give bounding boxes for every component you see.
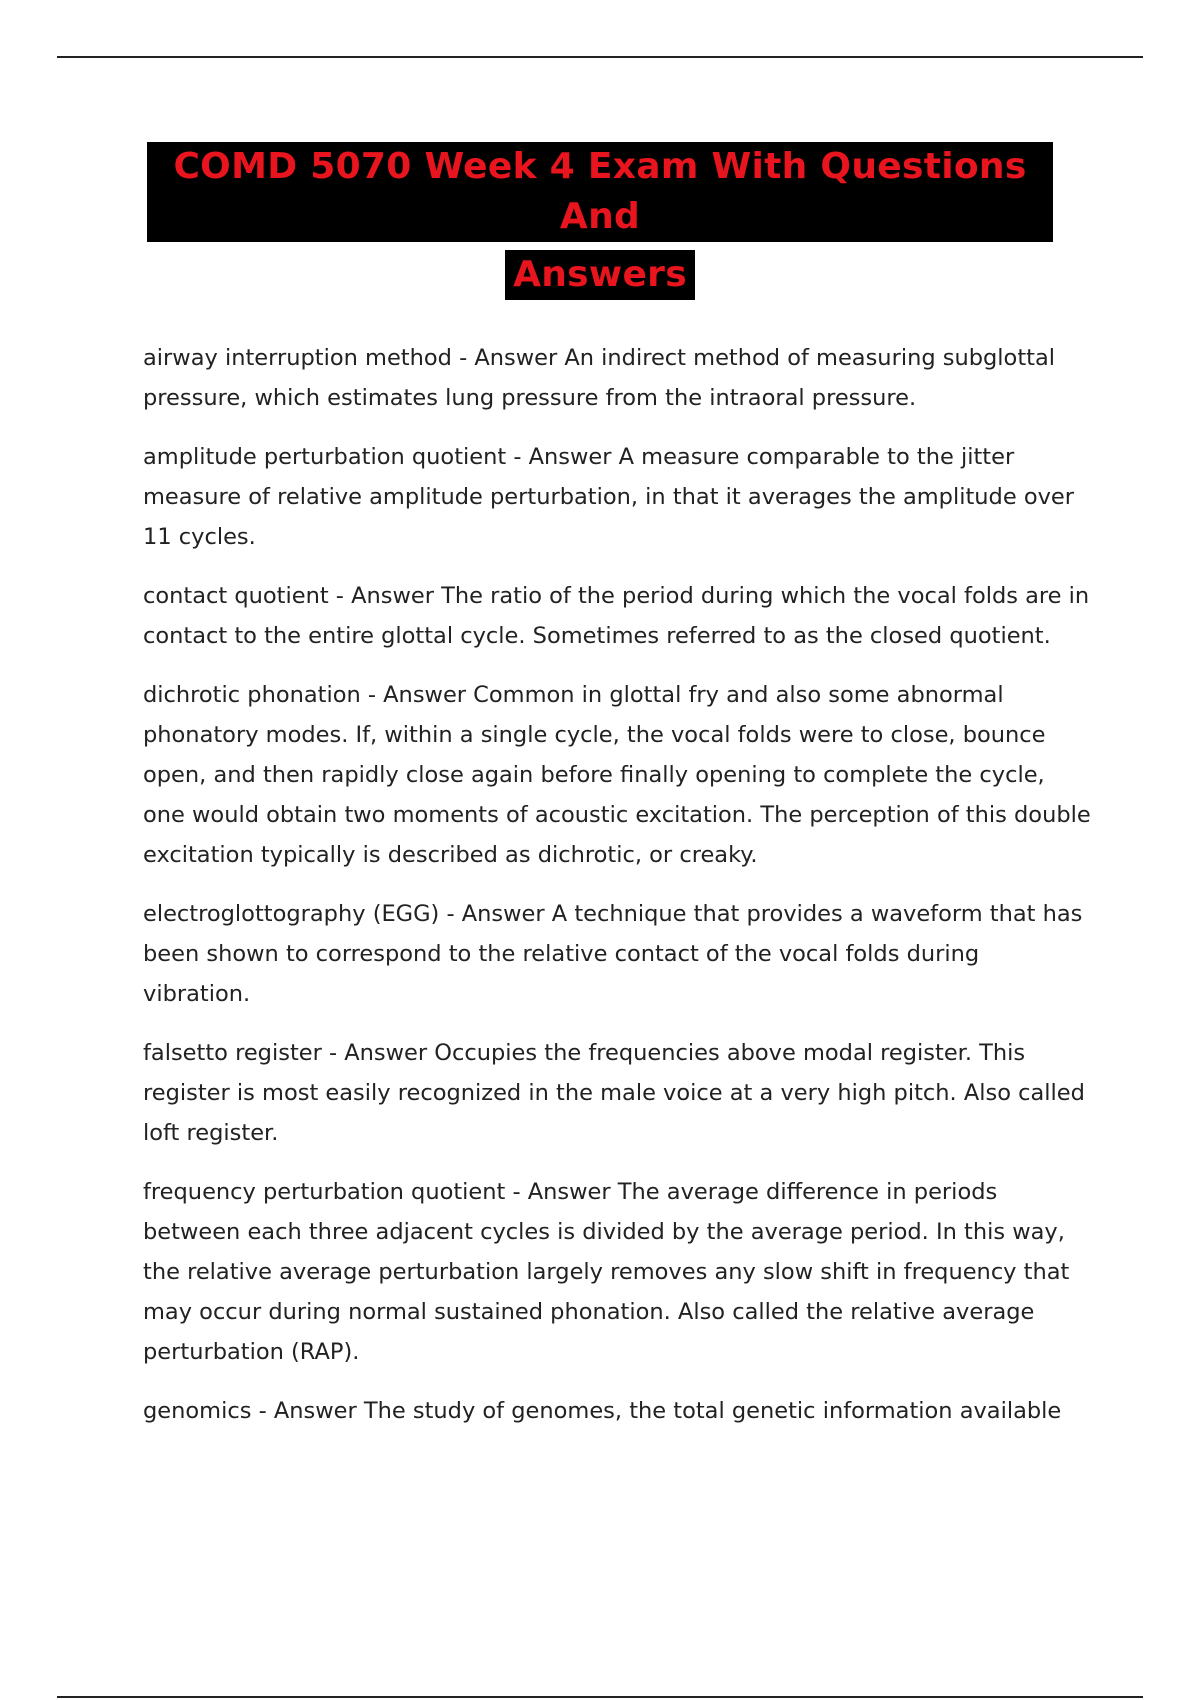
top-rule <box>57 56 1143 58</box>
qa-entry: dichrotic phonation - Answer Common in glottal fry and also some abnormal phonatory modes. If, within a single cycle, the vocal folds were to close, bounce open, and then rapidly close again before finally opening to complete the cycle, one would obtain two moments of acoustic excitation. The perception of this double excitation typically is described as dichrotic, or creaky. <box>143 682 1091 868</box>
qa-entries <box>143 338 1093 1450</box>
bottom-rule <box>57 1696 1143 1698</box>
qa-entry: contact quotient - Answer The ratio of the period during which the vocal folds are in contact to the entire glottal cycle. Sometimes referred to as the closed quotient. <box>143 583 1090 649</box>
qa-entry: airway interruption method - Answer An indirect method of measuring subglottal pressure, which estimates lung pressure from the intraoral pressure. <box>143 345 1056 411</box>
title-line-1: COMD 5070 Week 4 Exam With Questions And <box>147 142 1053 242</box>
qa-entry: frequency perturbation quotient - Answer The average difference in periods between each three adjacent cycles is divided by the average period. In this way, the relative average perturbation largely removes any slow shift in frequency that may occur during normal sustained phonation. Also called the relative average perturbation (RAP). <box>143 1179 1070 1365</box>
document-title <box>0 142 1200 300</box>
qa-entry: electroglottography (EGG) - Answer A technique that provides a waveform that has been shown to correspond to the relative contact of the vocal folds during vibration. <box>143 901 1083 1007</box>
qa-entry: genomics - Answer The study of genomes, the total genetic information available <box>143 1398 1062 1424</box>
qa-entry: amplitude perturbation quotient - Answer A measure comparable to the jitter measure of relative amplitude perturbation, in that it averages the amplitude over 11 cycles. <box>143 444 1074 550</box>
title-line-2: Answers <box>505 250 695 300</box>
qa-entry: falsetto register - Answer Occupies the frequencies above modal register. This register is most easily recognized in the male voice at a very high pitch. Also called loft register. <box>143 1040 1085 1146</box>
